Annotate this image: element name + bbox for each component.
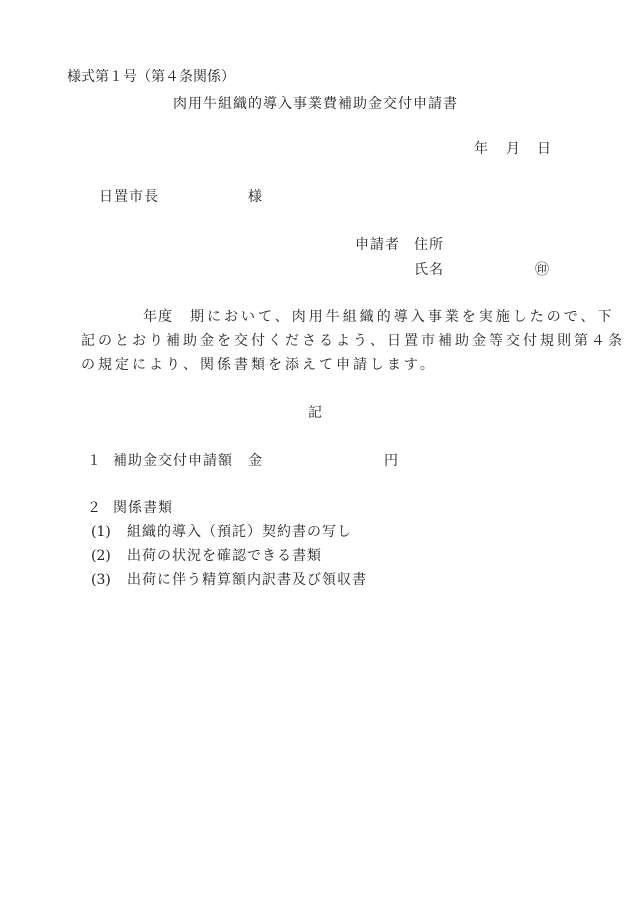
item-1-currency: 金 (248, 453, 262, 469)
seal-mark: ㊞ (535, 262, 549, 278)
name-label: 氏名 (414, 262, 444, 278)
document-title: 肉用牛組織的導入事業費補助金交付申請書 (173, 96, 458, 112)
date-year: 年 (474, 141, 488, 157)
applicant-label: 申請者 (355, 237, 400, 253)
item-2-number: ２ (87, 500, 101, 516)
item-1-unit: 円 (384, 453, 398, 469)
form-number-label: 様式第１号（第４条関係） (67, 69, 235, 85)
body-line1-year: 年度 (143, 309, 173, 325)
item-1-label: 補助金交付申請額 (113, 453, 233, 469)
list-item-number: (2) (91, 548, 111, 564)
addressee-name: 日置市長 (99, 189, 159, 205)
body-line1-text: 期において、肉用牛組織的導入事業を実施したので、下 (190, 309, 615, 325)
list-item-number: (3) (91, 572, 111, 588)
body-line3-text: の規定により、関係書類を添えて申請します。 (81, 357, 437, 373)
body-line2-text: 記のとおり補助金を交付くださるよう、日置市補助金等交付規則第４条 (81, 333, 625, 349)
date-day: 日 (537, 141, 551, 157)
addressee-honorific: 様 (248, 189, 262, 205)
date-month: 月 (506, 141, 520, 157)
list-item: 組織的導入（預託）契約書の写し (127, 524, 352, 540)
address-label: 住所 (414, 237, 444, 253)
item-2-label: 関係書類 (113, 500, 173, 516)
list-item-number: (1) (91, 524, 111, 540)
list-item: 出荷に伴う精算額内訳書及び領収書 (127, 572, 367, 588)
list-item: 出荷の状況を確認できる書類 (127, 548, 322, 564)
note-heading: 記 (308, 405, 322, 421)
item-1-number: １ (87, 453, 101, 469)
